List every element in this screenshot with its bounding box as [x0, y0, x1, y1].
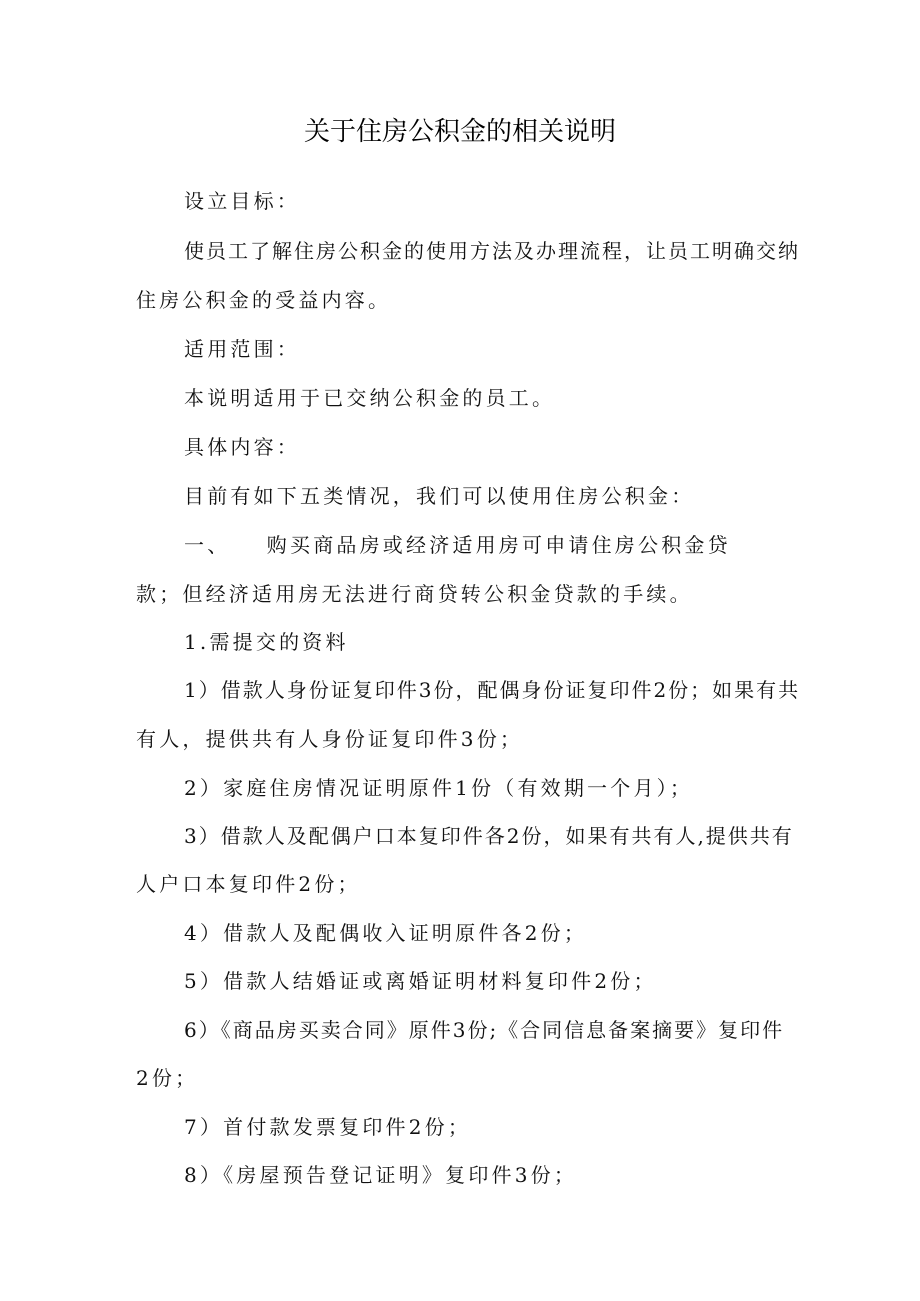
list-item: 5）借款人结婚证或离婚证明材料复印件2份； [184, 969, 657, 993]
list-item-heading: 一、 购买商品房或经济适用房可申请住房公积金贷 [184, 533, 731, 557]
paragraph-line: 本说明适用于已交纳公积金的员工。 [184, 386, 556, 410]
list-item: 8）《房屋预告登记证明》复印件3份； [184, 1163, 578, 1187]
list-item: 7）首付款发票复印件2份； [184, 1115, 472, 1139]
document-title: 关于住房公积金的相关说明 [303, 117, 616, 147]
paragraph-line: 目前有如下五类情况，我们可以使用住房公积金： [184, 484, 695, 508]
subsection-heading: 1.需提交的资料 [184, 630, 349, 654]
section-heading-content: 具体内容： [184, 435, 300, 459]
list-item-continuation: 人户口本复印件2份； [136, 872, 361, 896]
list-item: 1）借款人身份证复印件3份，配偶身份证复印件2份；如果有共 [184, 678, 801, 702]
list-item: 2）家庭住房情况证明原件1份（有效期一个月）； [184, 776, 694, 800]
list-item-continuation: 有人，提供共有人身份证复印件3份； [136, 727, 524, 751]
list-item: 4）借款人及配偶收入证明原件各2份； [184, 921, 588, 945]
list-item: 6）《商品房买卖合同》原件3份;《合同信息备案摘要》复印件 [184, 1018, 785, 1042]
section-heading-goal: 设立目标： [184, 189, 300, 213]
section-heading-scope: 适用范围： [184, 337, 300, 361]
paragraph-line: 款；但经济适用房无法进行商贷转公积金贷款的手续。 [136, 582, 693, 606]
list-item-continuation: 2份； [136, 1066, 199, 1090]
paragraph-line: 住房公积金的受益内容。 [136, 288, 392, 312]
list-item: 3）借款人及配偶户口本复印件各2份，如果有共有人,提供共有 [184, 824, 794, 848]
paragraph-line: 使员工了解住房公积金的使用方法及办理流程，让员工明确交纳 [184, 239, 800, 263]
